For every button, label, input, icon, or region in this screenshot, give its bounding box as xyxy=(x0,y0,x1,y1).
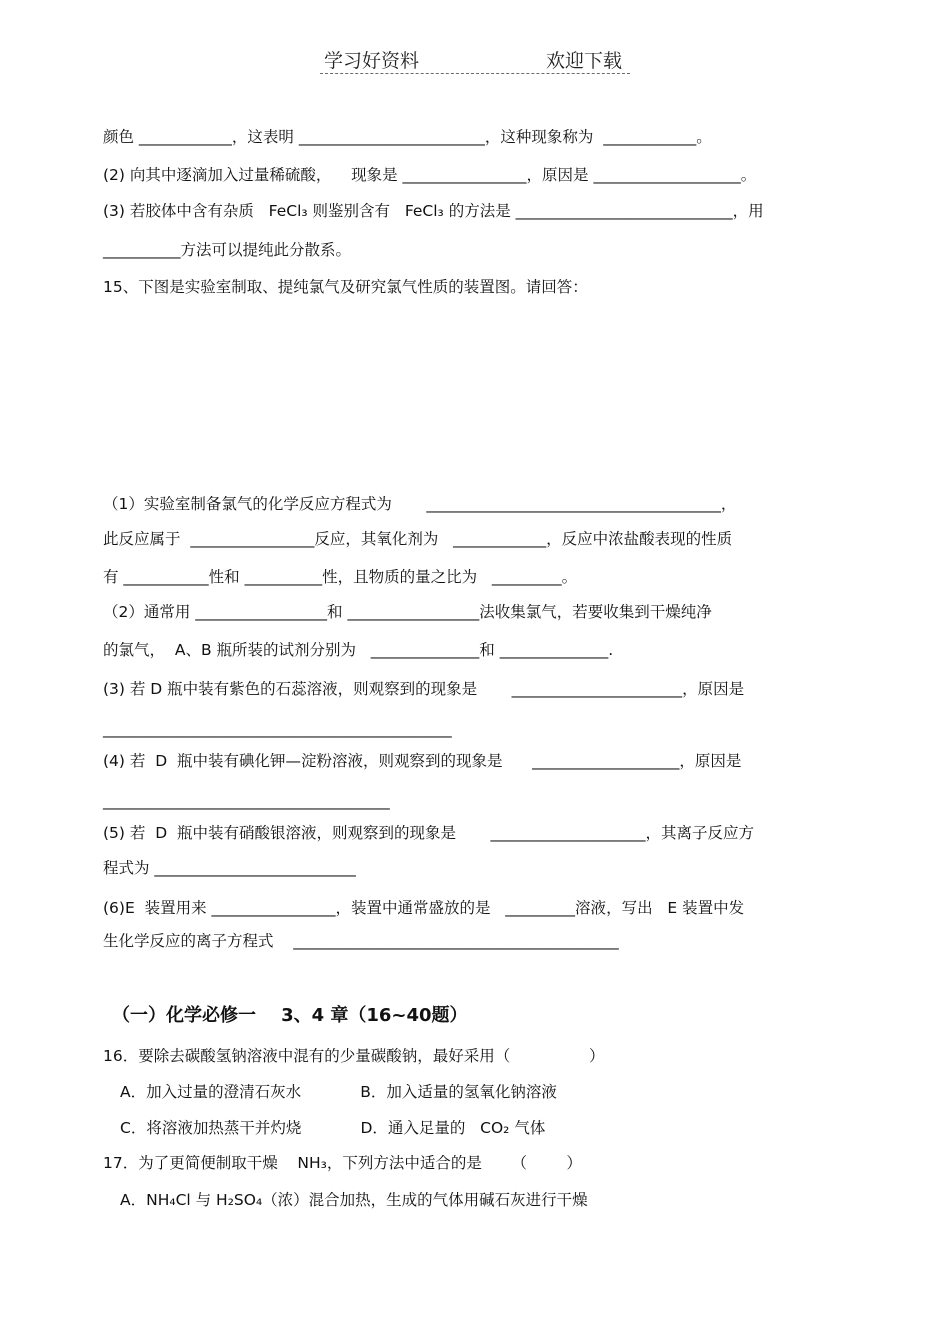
q14-line-1: 颜色 ____________，这表明 ________________________，这种现象称为 ____________。 xyxy=(103,128,712,146)
q15-part1-line-1: （1）实验室制备氯气的化学反应方程式为 ______________________________________， xyxy=(103,495,737,513)
q15-part4-answer-blank: _____________________________________ xyxy=(103,792,390,810)
page-header xyxy=(320,46,630,76)
q14-part3-line-2: __________方法可以提纯此分散系。 xyxy=(103,241,352,259)
q16-options-cd: C．将溶液加热蒸干并灼烧 D．通入足量的 CO₂ 气体 xyxy=(120,1119,546,1137)
q17-stem: 17．为了更简便制取干燥 NH₃，下列方法中适合的是 （ ） xyxy=(103,1154,582,1172)
q15-part2-line-2: 的氯气， A、B 瓶所装的试剂分别为 ______________和 ______________. xyxy=(103,641,614,659)
q15-part6-line-2: 生化学反应的离子方程式 __________________________________________ xyxy=(103,932,619,950)
header-dashed-rule xyxy=(320,73,630,74)
q14-part3-line-1: (3) 若胶体中含有杂质 FeCl₃ 则鉴别含有 FeCl₃ 的方法是 ____________________________，用 xyxy=(103,202,764,220)
q15-part5-line-1: (5) 若 D 瓶中装有硝酸银溶液，则观察到的现象是 ____________________，其离子反应方 xyxy=(103,824,755,842)
q15-part5-line-2: 程式为 __________________________ xyxy=(103,859,356,877)
q15-part3-line-1: (3) 若 D 瓶中装有紫色的石蕊溶液，则观察到的现象是 ______________________，原因是 xyxy=(103,680,745,698)
q15-stem: 15、下图是实验室制取、提纯氯气及研究氯气性质的装置图。请回答： xyxy=(103,278,588,296)
q16-options-ab: A．加入过量的澄清石灰水 B．加入适量的氢氧化钠溶液 xyxy=(120,1083,557,1101)
q14-part2-line: (2) 向其中逐滴加入过量稀硫酸， 现象是 ________________，原因是 ___________________。 xyxy=(103,166,757,184)
q15-part2-line-1: （2）通常用 _________________和 _________________法收集氯气，若要收集到干燥纯净 xyxy=(103,603,712,621)
q15-part6-line-1: (6)E 装置用来 ________________，装置中通常盛放的是 _________溶液，写出 E 装置中发 xyxy=(103,899,745,917)
section-heading: （一）化学必修一 3、4 章（16~40题） xyxy=(112,1005,468,1026)
apparatus-figure-area xyxy=(103,310,843,480)
q15-part3-answer-blank: _____________________________________________ xyxy=(103,720,452,738)
header-right-text: 欢迎下载 xyxy=(545,50,622,72)
q15-part1-line-3: 有 ___________性和 __________性，且物质的量之比为 _________。 xyxy=(103,568,578,586)
q16-stem: 16．要除去碳酸氢钠溶液中混有的少量碳酸钠，最好采用（ ） xyxy=(103,1047,605,1065)
q15-part4-line-1: (4) 若 D 瓶中装有碘化钾—淀粉溶液，则观察到的现象是 ___________________，原因是 xyxy=(103,752,742,770)
q15-part1-line-2: 此反应属于 ________________反应，其氧化剂为 ____________，反应中浓盐酸表现的性质 xyxy=(103,530,733,548)
header-left-text: 学习好资料 xyxy=(324,50,420,72)
q17-option-a: A．NH₄Cl 与 H₂SO₄（浓）混合加热，生成的气体用碱石灰进行干燥 xyxy=(120,1191,588,1209)
